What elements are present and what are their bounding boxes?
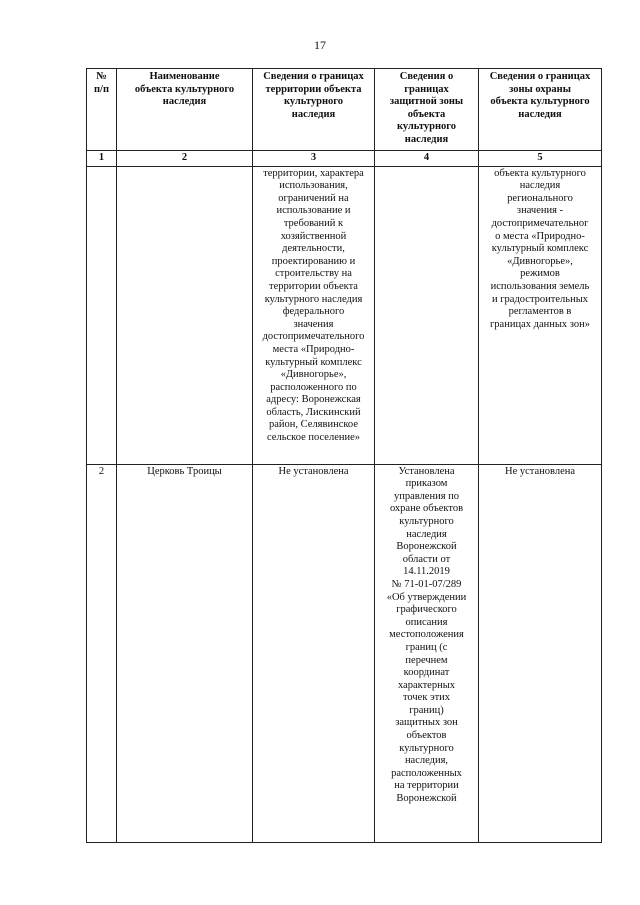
table-row <box>87 464 602 842</box>
territory-info: Не установлена <box>253 464 375 842</box>
column-number: 2 <box>117 151 253 167</box>
territory-info: территории, характера использования, ограничений на использование и требований к хозяйственной деятельности, проектированию и строительству на территории объекта культурного наследия федерального значения достопримечательного места «Природно- культурный комплекс «Дивногорье», расположенного по адресу: Воронежская область, Лискинский район, Селявинское сельское поселение» <box>253 166 375 464</box>
object-name: Церковь Троицы <box>117 464 253 842</box>
header-number: № п/п <box>87 69 117 151</box>
object-name <box>117 166 253 464</box>
header-protection-zone: Сведения о границах зоны охраны объекта культурного наследия <box>479 69 602 151</box>
header-object-name: Наименование объекта культурного наследия <box>117 69 253 151</box>
row-number <box>87 166 117 464</box>
protection-zone-info: Не установлена <box>479 464 602 842</box>
protective-zone-info <box>375 166 479 464</box>
heritage-table <box>86 68 602 843</box>
column-numbers-row <box>87 151 602 167</box>
header-territory-boundaries: Сведения о границах территории объекта культурного наследия <box>253 69 375 151</box>
table-header-row <box>87 69 602 151</box>
protection-zone-info: объекта культурного наследия регионального значения - достопримечательног о места «Природно- культурный комплекс «Дивногорье», режимов использования земель и градостроительных регламентов в границах данных зон» <box>479 166 602 464</box>
page-number: 17 <box>314 38 326 52</box>
column-number: 5 <box>479 151 602 167</box>
table-row <box>87 166 602 464</box>
column-number: 1 <box>87 151 117 167</box>
column-number: 4 <box>375 151 479 167</box>
row-number: 2 <box>87 464 117 842</box>
protective-zone-info: Установлена приказом управления по охране объектов культурного наследия Воронежской области от 14.11.2019 № 71-01-07/289 «Об утверждении графического описания местоположения границ (с перечнем координат характерных точек этих границ) защитных зон объектов культурного наследия, расположенных на территории Воронежской <box>375 464 479 842</box>
header-protective-zone: Сведения о границах защитной зоны объекта культурного наследия <box>375 69 479 151</box>
column-number: 3 <box>253 151 375 167</box>
